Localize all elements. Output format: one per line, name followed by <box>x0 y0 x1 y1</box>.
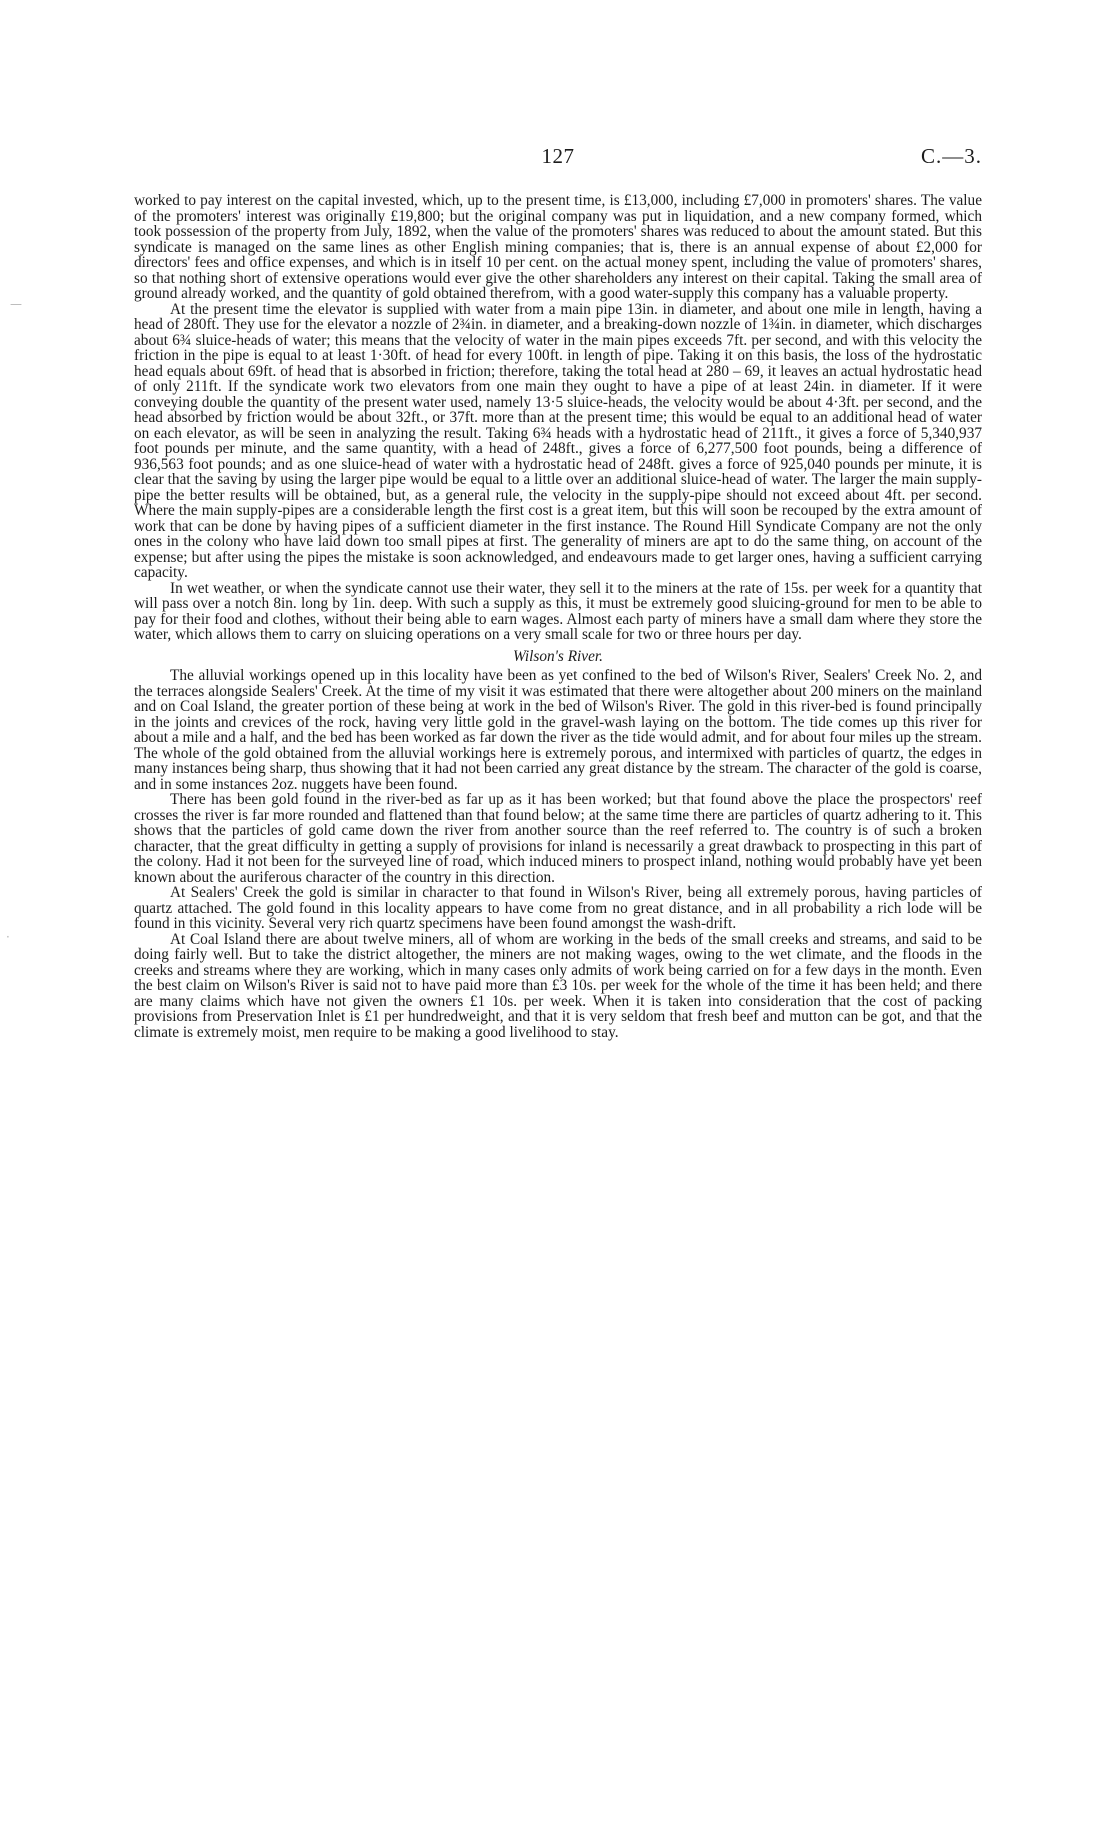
body-text <box>134 193 982 1040</box>
paragraph-alluvial-workings: The alluvial workings opened up in this locality have been as yet confined to the bed of Wilson's River, Sealers' Creek No. 2, and the terraces alongside Sealers' Creek. At the time of my visit it was estimated that there were altogether about 200 miners on the mainland and on Coal Island, the greater portion of these being at work in the bed of Wilson's River. The gold in this river-bed is found principally in the joints and crevices of the rock, having very little gold in the gravel-wash laying on the bottom. The tide comes up this river for about a mile and a half, and the bed has been worked as far down the river as the tide would admit, and for about four miles up the stream. The whole of the gold obtained from the alluvial workings here is extremely porous, and intermixed with particles of quartz, the edges in many instances being sharp, thus showing that it had not been carried any great distance by the stream. The character of the gold is coarse, and in some instances 2oz. nuggets have been found. <box>134 667 982 793</box>
margin-dot-mark: · <box>6 930 10 944</box>
page-header <box>134 144 982 174</box>
paragraph-sealers-creek: At Sealers' Creek the gold is similar in character to that found in Wilson's River, being all extremely porous, having particles of quartz attached. The gold found in this locality appears to have come from no great distance, and in all probability a rich lode will be found in this vicinity. Several very rich quartz specimens have been found amongst the wash-drift. <box>134 884 982 932</box>
paragraph-syndicate-finances: worked to pay interest on the capital invested, which, up to the present time, is £13,000, including £7,000 in promoters' shares. The value of the promoters' interest was originally £19,800; but the original company was put in liquidation, and a new company formed, which took possession of the property from July, 1892, when the value of the promoters' shares was reduced to about the amount stated. But this syndicate is managed on the same lines as other English mining companies; that is, there is an annual expense of about £2,000 for directors' fees and office expenses, and which is in itself 10 per cent. on the actual money spent, including the value of promoters' shares, so that nothing short of extensive operations would ever give the other shareholders any interest on their capital. Taking the small area of ground already worked, and the quantity of gold obtained therefrom, with a good water-supply this company has a valuable property. <box>134 192 982 302</box>
paragraph-coal-island: At Coal Island there are about twelve miners, all of whom are working in the beds of the small creeks and streams, and said to be doing fairly well. But to take the district altogether, the miners are not making wages, owing to the wet climate, and the floods in the creeks and streams where they are working, which in many cases only admits of work being carried on for a few days in the month. Even the best claim on Wilson's River is said not to have paid more than £3 10s. per week for the whole of the time it has been held; and there are many claims which have not given the owners £1 10s. per week. When it is taken into consideration that the cost of packing provisions from Preservation Inlet is £1 per hundredweight, and that it is very seldom that fresh beef and mutton can be got, and that the climate is extremely moist, men require to be making a good livelihood to stay. <box>134 930 982 1041</box>
paragraph-elevator-water-supply: At the present time the elevator is supplied with water from a main pipe 13in. in diameter, and about one mile in length, having a head of 280ft. They use for the elevator a nozzle of 2¾in. in diameter, and a breaking-down nozzle of 1¾in. in diameter, which discharges about 6¾ sluice-heads of water; this means that the velocity of water in the main pipes exceeds 7ft. per second, and with this velocity the friction in the pipe is equal to at least 1·30ft. of head for every 100ft. in length of pipe. Taking it on this basis, the loss of the hydrostatic head equals about 69ft. of head that is absorbed in friction; therefore, taking the total head at 280 – 69, it leaves an actual hydrostatic head of only 211ft. If the syndicate work two elevators from one main they ought to have a pipe of at least 24in. in diameter. If it were conveying double the quantity of the present water used, namely 13·5 sluice-heads, the velocity would be about 4·3ft. per second, and the head absorbed by friction would be about 32ft., or 37ft. more than at the present time; this would be equal to an additional head of water on each elevator, as will be seen in analyzing the result. Taking 6¾ heads with a hydrostatic head of 211ft., it gives a force of 5,340,937 foot pounds per minute, and the same quantity, with a head of 248ft., gives a force of 6,277,500 foot pounds, being a difference of 936,563 foot pounds; and as one sluice-head of water with a hydrostatic head of 248ft. gives a force of 925,040 pounds per minute, it is clear that the saving by using the larger pipe would be equal to a little over an additional sluice-head of water. The larger the main supply-pipe the better results will be obtained, but, as a general rule, the velocity in the supply-pipe should not exceed about 4ft. per second. Where the main supply-pipes are a considerable length the first cost is a great item, but this will soon be recouped by the extra amount of work that can be done by having pipes of a sufficient diameter in the first instance. The Round Hill Syndicate Company are not the only ones in the colony who have laid down too small pipes at first. The generality of miners are apt to do the same thing, on account of the expense; but after using the pipes the mistake is soon acknowledged, and endeavours made to get larger ones, having a sufficient carrying capacity. <box>134 300 982 581</box>
paragraph-wet-weather-water-sales: In wet weather, or when the syndicate cannot use their water, they sell it to the miners at the rate of 15s. per week for a quantity that will pass over a notch 8in. long by 1in. deep. With such a supply as this, it must be extremely good sluicing-ground for men to be able to pay for their food and clothes, without their being able to earn wages. Almost each party of miners have a small dam where they store the water, which allows them to carry on sluicing operations on a very small scale for two or three hours per day. <box>134 579 982 643</box>
document-reference: C.—3. <box>920 144 982 168</box>
section-heading: Wilson's River. <box>513 647 603 665</box>
page-number: 127 <box>541 144 575 168</box>
margin-tick-mark: — <box>10 297 22 311</box>
paragraph-river-bed-gold: There has been gold found in the river-bed as far up as it has been worked; but that found above the place the prospectors' reef crosses the river is far more rounded and flattened than that found below; at the same time there are particles of quartz adhering to it. This shows that the particles of gold came down the river from another source than the reef referred to. The country is of such a broken character, that the great difficulty in getting a supply of provisions for inland is necessarily a great drawback to prospecting in this part of the colony. Had it not been for the surveyed line of road, which induced miners to prospect inland, nothing would probably have yet been known about the auriferous character of the country in this direction. <box>134 791 982 886</box>
